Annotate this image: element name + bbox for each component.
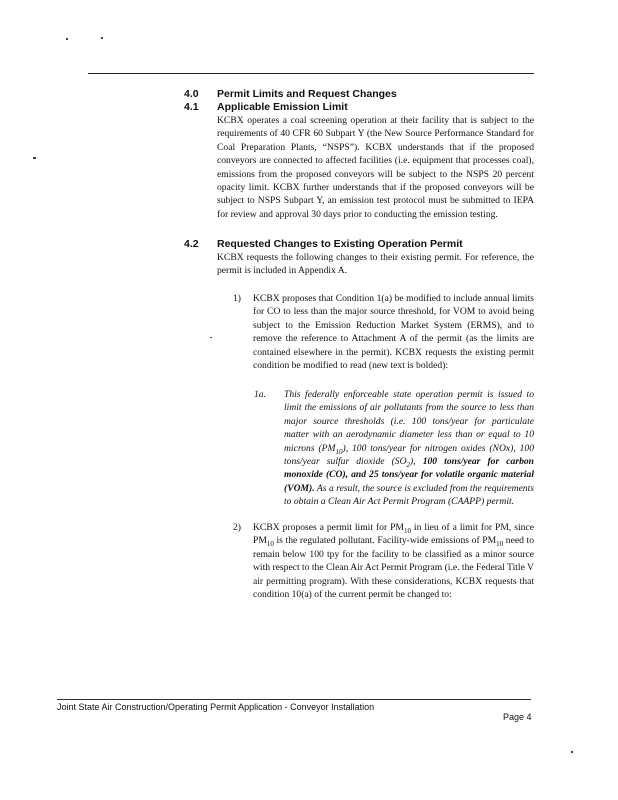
list-item-number-2: 2): [233, 522, 241, 533]
footer-rule: [57, 699, 531, 700]
section-number-4-1: 4.1: [184, 101, 199, 113]
section-title-4-0: Permit Limits and Request Changes: [217, 88, 397, 100]
footer-title: Joint State Air Construction/Operating Permit Application - Conveyor Installation: [57, 702, 375, 712]
section-number-4-2: 4.2: [184, 238, 199, 250]
paragraph-4-2: KCBX requests the following changes to their existing permit. For reference, the permit is included in Appendix A.: [217, 252, 534, 277]
paragraph-4-1: KCBX operates a coal screening operation at their facility that is subject to the requirements of 40 CFR 60 Subpart Y (the New Source Performance Standard for Coal Preparation Plants, “NSPS”). KCBX understands that if the proposed conveyors are connected to affected facilities (i.e. equipment that processes coal), emissions from the proposed conveyors will be subject to the NSPS 20 percent opacity limit. KCBX further understands that if the proposed conveyors will be subject to NSPS Subpart Y, an emission test protocol must be submitted to IEPA for review and approval 30 days prior to conducting the emission testing.: [217, 115, 534, 220]
page-number: Page 4: [503, 712, 532, 722]
scan-speck: [33, 157, 36, 159]
list-item-text-2: KCBX proposes a permit limit for $PM_{10}$ in lieu of a limit for PM, since $PM_{10}$ is the regulated pollutant. Facility-wide emissions of $PM_{10}$ need to remain below 100 tpy for the facility to be classified as a minor source with respect to the Clean Air Act Permit Program (i.e. the Federal Title V air permitting program). With these considerations, KCBX requests that condition 10(a) of the current permit be changed to:: [253, 522, 534, 601]
list-item-number-1: 1): [233, 293, 241, 304]
quote-label: 1a.: [254, 389, 266, 400]
new-text-bold: 100 tons/year for carbon monoxide (CO), and 25 tons/year for volatile organic material (VOM).: [284, 456, 535, 494]
scan-speck: [101, 37, 103, 39]
section-title-4-2: Requested Changes to Existing Operation Permit: [217, 238, 463, 250]
scan-speck: [66, 38, 68, 40]
quoted-permit-condition: This federally enforceable state operation permit is issued to limit the emissions of air pollutants from the source to less than major source thresholds (i.e. 100 tons/year for particulate matter with an aerodynamic diameter less than or equal to 10 microns $(PM_{10})$, 100 tons/year for nitrogen oxides (NOx), 100 tons/year sulfur dioxide $(SO_2)$, 100 tons/year for carbon monoxide (CO), and 25 tons/year for volatile organic material (VOM). As a result, the source is excluded from the requirements to obtain a Clean Air Act Permit Program (CAAPP) permit.: [284, 389, 535, 508]
header-rule: [88, 73, 534, 74]
section-number-4-0: 4.0: [184, 88, 199, 100]
list-item-text-1: KCBX proposes that Condition 1(a) be modified to include annual limits for CO to less than the major source threshold, for VOM to avoid being subject to the Emission Reduction Market System (ERMS), and to remove the reference to Attachment A of the permit (as the limits are contained elsewhere in the permit). KCBX requests the existing permit condition be modified to read (new text is bolded):: [253, 293, 534, 372]
scan-speck: [571, 751, 573, 753]
section-title-4-1: Applicable Emission Limit: [217, 101, 348, 113]
scan-speck: [210, 337, 212, 338]
